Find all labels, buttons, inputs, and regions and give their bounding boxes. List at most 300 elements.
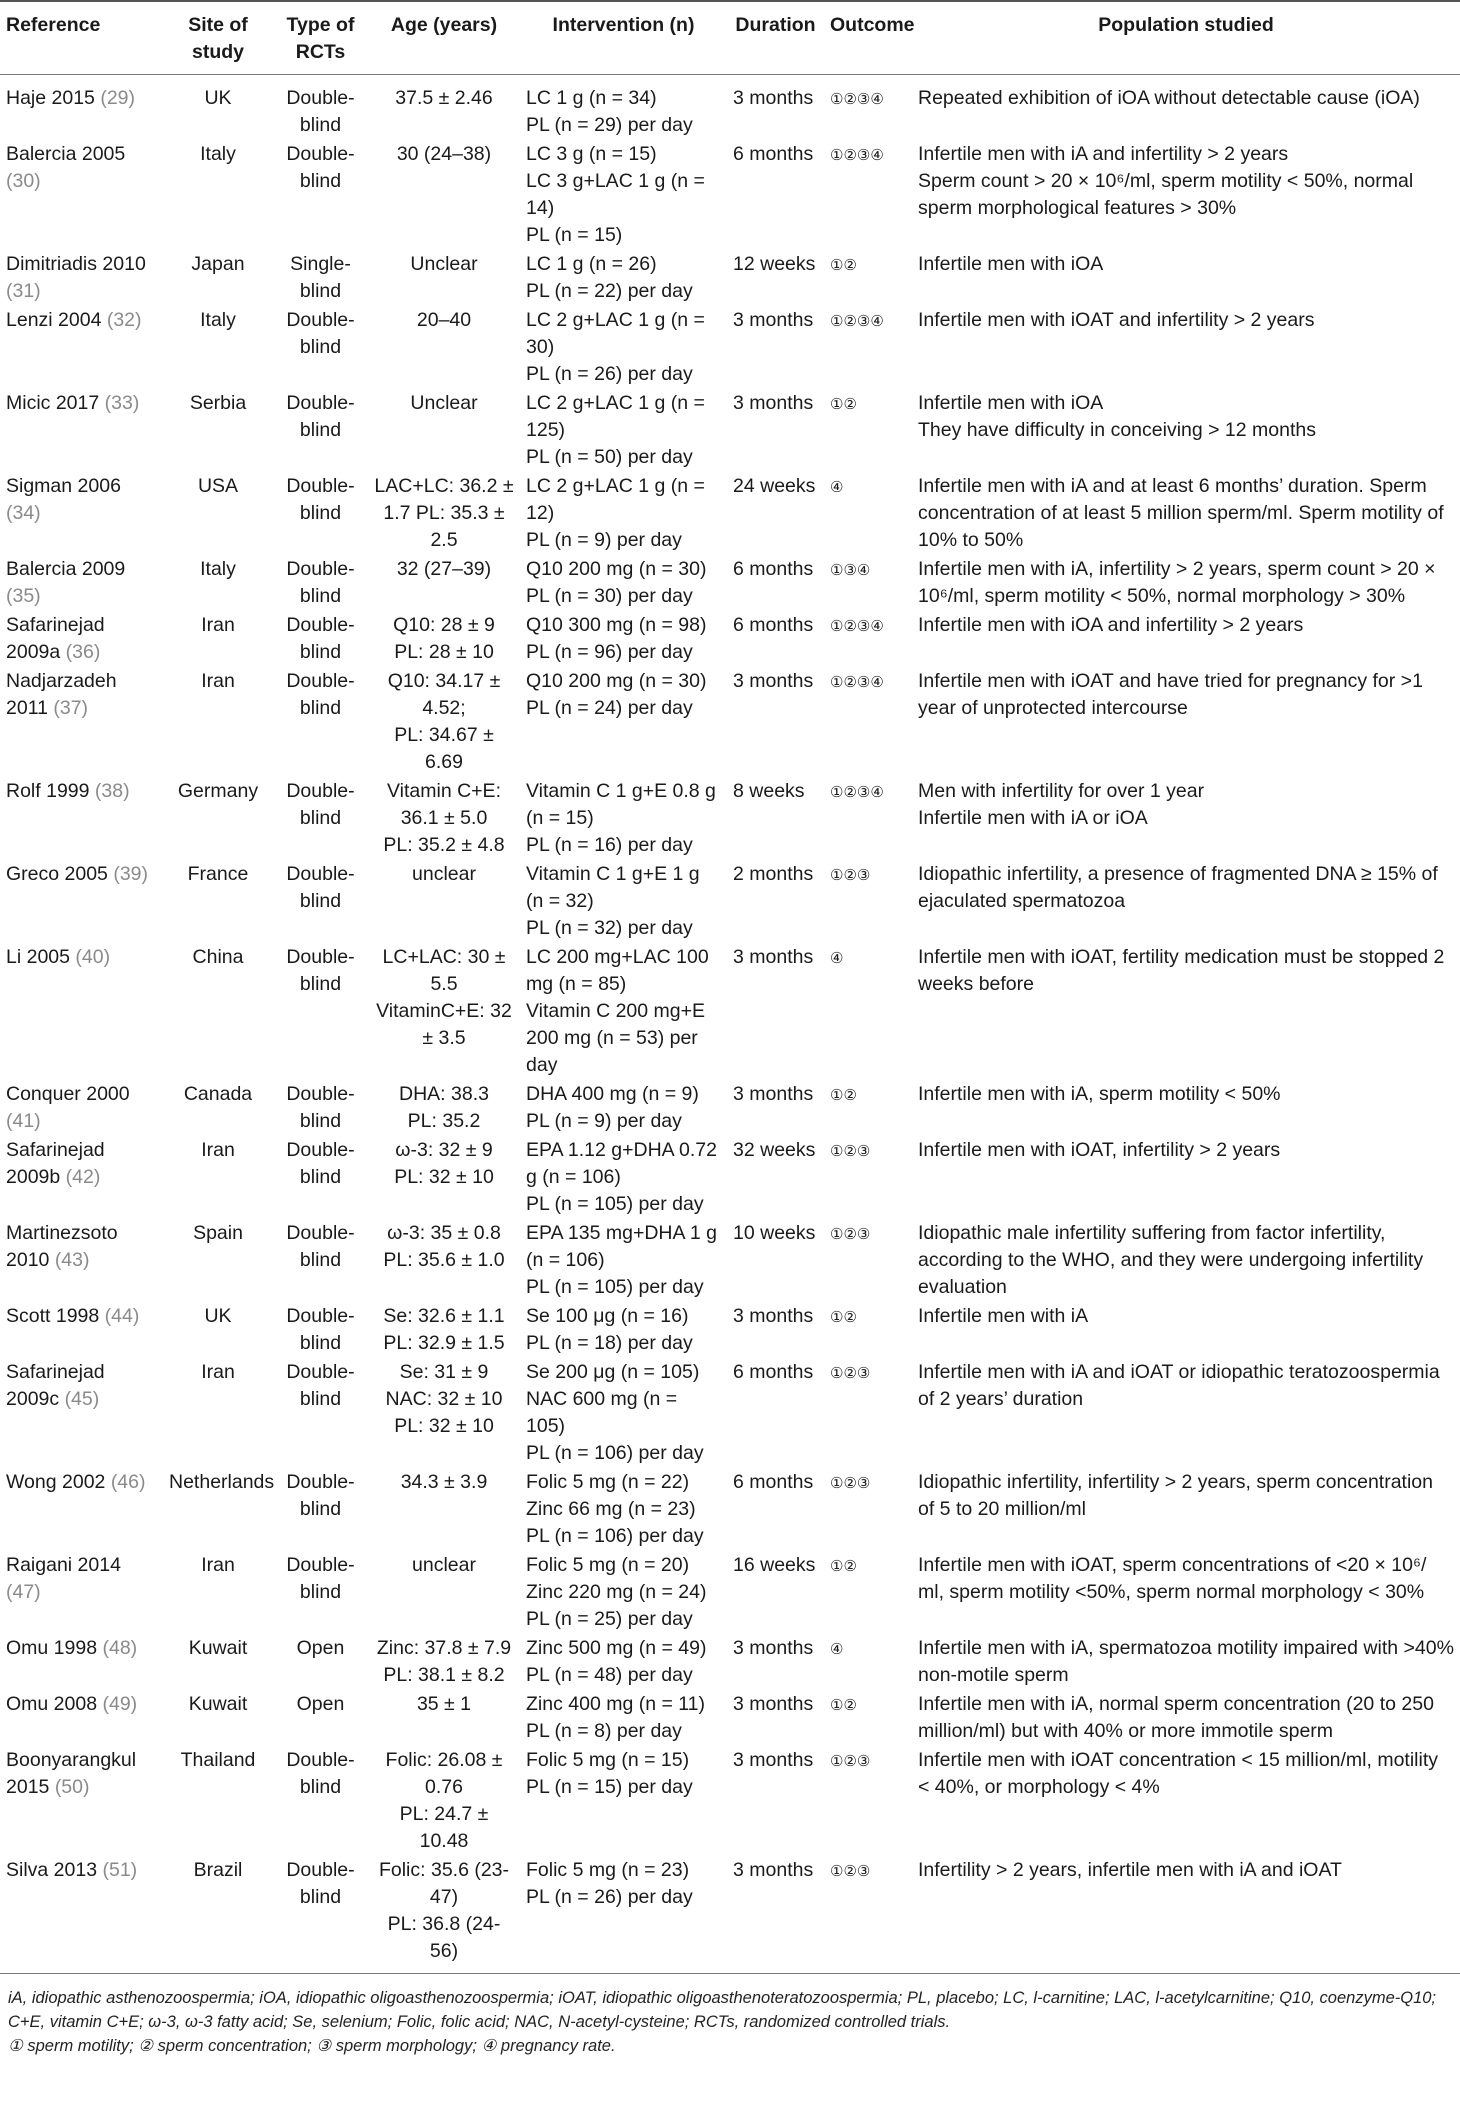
intervention-line: Folic 5 mg (n = 20) [526, 1554, 690, 1576]
intervention-line: LC 1 g (n = 34) [526, 87, 657, 109]
citation-link[interactable]: (51) [102, 1859, 138, 1881]
population-line: Infertile men with iA and at least 6 months’ duration. Sperm concentration of at least 5 million sperm/ml. Sperm motility of 10% to 50% [918, 475, 1444, 551]
cell-duration [727, 1745, 824, 1855]
cell-intervention [520, 666, 727, 776]
cell-site [163, 75, 273, 140]
cell-duration [727, 1357, 824, 1467]
age-line: PL: 36.8 (24-56) [387, 1913, 501, 1962]
site-text: Brazil [193, 1859, 243, 1881]
cell-type [273, 139, 368, 249]
cell-duration [727, 1218, 824, 1301]
cell-intervention [520, 1550, 727, 1633]
age-line: PL: 32 ± 10 [394, 1415, 494, 1437]
citation-link[interactable]: (30) [6, 170, 41, 192]
cell-site [163, 471, 273, 554]
citation-link[interactable]: (29) [100, 87, 136, 109]
cell-outcome [824, 1079, 912, 1135]
cell-age [368, 554, 520, 610]
type-text: Double-blind [286, 1554, 355, 1603]
cell-type [273, 776, 368, 859]
cell-reference [0, 554, 163, 610]
site-text: Serbia [189, 392, 247, 414]
age-line: DHA: 38.3 [399, 1083, 489, 1105]
cell-reference [0, 776, 163, 859]
site-text: UK [204, 1305, 232, 1327]
citation-link[interactable]: (44) [104, 1305, 140, 1327]
population-line: Infertile men with iOA [918, 253, 1104, 275]
outcome-markers: ①②③ [830, 867, 871, 884]
intervention-line: PL (n = 8) per day [526, 1720, 682, 1742]
site-text: China [192, 946, 244, 968]
cell-site [163, 1218, 273, 1301]
age-line: unclear [412, 863, 476, 885]
cell-population [912, 1745, 1460, 1855]
type-text: Double-blind [286, 1222, 355, 1271]
cell-population [912, 75, 1460, 140]
cell-reference [0, 1079, 163, 1135]
age-line: PL: 32.9 ± 1.5 [383, 1332, 505, 1354]
age-line: PL: 35.2 [407, 1110, 481, 1132]
cell-intervention [520, 1135, 727, 1218]
footnote-abbreviations: iA, idiopathic asthenozoospermia; iOA, idiopathic oligoasthenozoospermia; iOAT, idiopathic oligoasthenoteratozoospermia; PL, placebo; LC, l-carnitine; LAC, l-acetylcarnitine; Q10, coenzyme-Q10; C+E, vitamin C+E; ω-3, ω-3 fatty acid; Se, selenium; Folic, folic acid; NAC, N-acetyl-cysteine; RCTs, randomized controlled trials. [8, 1989, 1437, 2031]
type-text: Double-blind [286, 1859, 355, 1908]
type-text: Double-blind [286, 143, 355, 192]
cell-reference [0, 1357, 163, 1467]
cell-age [368, 1467, 520, 1550]
duration-text: 6 months [733, 614, 814, 636]
table-row [0, 1633, 1460, 1689]
intervention-line: NAC 600 mg (n = 105) [526, 1388, 678, 1437]
age-line: NAC: 32 ± 10 [385, 1388, 503, 1410]
cell-reference [0, 1550, 163, 1633]
site-text: Kuwait [188, 1637, 248, 1659]
cell-site [163, 859, 273, 942]
type-text: Double-blind [286, 1361, 355, 1410]
intervention-line: PL (n = 106) per day [526, 1525, 704, 1547]
table-row [0, 1218, 1460, 1301]
col-site: Site of study [163, 1, 273, 75]
cell-reference [0, 1855, 163, 1974]
site-text: Thailand [180, 1749, 256, 1771]
cell-intervention [520, 610, 727, 666]
table-row [0, 305, 1460, 388]
cell-duration [727, 610, 824, 666]
cell-age [368, 776, 520, 859]
cell-outcome [824, 471, 912, 554]
cell-age [368, 1079, 520, 1135]
intervention-line: PL (n = 48) per day [526, 1664, 693, 1686]
population-line: Infertile men with iA, normal sperm concentration (20 to 250 million/ml) but with 40% or more immotile sperm [918, 1693, 1434, 1742]
citation-link[interactable]: (48) [102, 1637, 138, 1659]
citation-link[interactable]: (36) [65, 641, 101, 663]
outcome-markers: ①②③④ [830, 313, 884, 330]
intervention-line: LC 2 g+LAC 1 g (n = 30) [526, 309, 705, 358]
reference-name: Balercia 2009 [6, 558, 126, 580]
site-text: Iran [201, 614, 235, 636]
cell-site [163, 1357, 273, 1467]
cell-site [163, 1855, 273, 1974]
table-row [0, 1135, 1460, 1218]
duration-text: 32 weeks [733, 1139, 816, 1161]
duration-text: 3 months [733, 1083, 814, 1105]
cell-outcome [824, 554, 912, 610]
intervention-line: PL (n = 106) per day [526, 1442, 704, 1464]
cell-reference [0, 1467, 163, 1550]
age-line: Q10: 28 ± 9 [393, 614, 495, 636]
cell-duration [727, 666, 824, 776]
cell-reference [0, 249, 163, 305]
cell-outcome [824, 139, 912, 249]
duration-text: 10 weeks [733, 1222, 816, 1244]
cell-type [273, 1467, 368, 1550]
intervention-line: PL (n = 15) [526, 224, 623, 246]
population-line: Infertile men with iA and iOAT or idiopathic teratozoospermia of 2 years’ duration [918, 1361, 1440, 1410]
cell-population [912, 249, 1460, 305]
cell-outcome [824, 1135, 912, 1218]
site-text: Iran [201, 1554, 235, 1576]
cell-outcome [824, 942, 912, 1079]
cell-reference [0, 471, 163, 554]
cell-age [368, 1218, 520, 1301]
type-text: Double-blind [286, 1749, 355, 1798]
cell-age [368, 1357, 520, 1467]
reference-name: Dimitriadis 2010 [6, 253, 146, 275]
cell-age [368, 471, 520, 554]
table-row [0, 554, 1460, 610]
reference-name: Safarinejad 2009b [6, 1139, 105, 1188]
cell-reference [0, 610, 163, 666]
cell-type [273, 249, 368, 305]
col-intervention: Intervention (n) [520, 1, 727, 75]
citation-link[interactable]: (31) [6, 280, 41, 302]
age-line: ω-3: 32 ± 9 [395, 1139, 493, 1161]
intervention-line: LC 3 g+LAC 1 g (n = 14) [526, 170, 705, 219]
cell-intervention [520, 1079, 727, 1135]
cell-intervention [520, 554, 727, 610]
outcome-markers: ①② [830, 1309, 857, 1326]
population-line: Infertile men with iOAT and infertility > 2 years [918, 309, 1315, 331]
cell-population [912, 776, 1460, 859]
citation-link[interactable]: (45) [64, 1388, 100, 1410]
cell-outcome [824, 776, 912, 859]
cell-type [273, 554, 368, 610]
cell-duration [727, 1633, 824, 1689]
cell-type [273, 610, 368, 666]
cell-population [912, 610, 1460, 666]
cell-duration [727, 1689, 824, 1745]
cell-population [912, 1855, 1460, 1974]
age-line: LAC+LC: 36.2 ± 1.7 PL: 35.3 ± 2.5 [374, 475, 514, 551]
intervention-line: Vitamin C 200 mg+E 200 mg (n = 53) per day [526, 1000, 706, 1076]
cell-outcome [824, 305, 912, 388]
age-line: 32 (27–39) [396, 558, 492, 580]
cell-outcome [824, 859, 912, 942]
cell-reference [0, 75, 163, 140]
citation-link[interactable]: (43) [54, 1249, 90, 1271]
cell-reference [0, 942, 163, 1079]
citation-link[interactable]: (46) [110, 1471, 146, 1493]
table-row [0, 249, 1460, 305]
site-text: Spain [193, 1222, 243, 1244]
intervention-line: Zinc 400 mg (n = 11) [526, 1693, 706, 1715]
citation-link[interactable]: (42) [65, 1166, 101, 1188]
cell-intervention [520, 249, 727, 305]
duration-text: 6 months [733, 1361, 814, 1383]
citation-link[interactable]: (37) [53, 697, 89, 719]
cell-population [912, 859, 1460, 942]
cell-site [163, 942, 273, 1079]
population-line: Infertile men with iOAT concentration < 15 million/ml, motility < 40%, or morphology < 4% [918, 1749, 1439, 1798]
type-text: Open [296, 1637, 345, 1659]
intervention-line: Folic 5 mg (n = 22) [526, 1471, 690, 1493]
footnote-outcomes: ① sperm motility; ② sperm concentration; ③ sperm morphology; ④ pregnancy rate. [8, 2037, 616, 2055]
cell-outcome [824, 388, 912, 471]
population-line: Infertile men with iA or iOA [918, 807, 1148, 829]
duration-text: 3 months [733, 1693, 814, 1715]
intervention-line: Folic 5 mg (n = 23) [526, 1859, 690, 1881]
type-text: Double-blind [286, 475, 355, 524]
citation-link[interactable]: (32) [106, 309, 142, 331]
population-line: Infertile men with iOAT, infertility > 2 years [918, 1139, 1281, 1161]
age-line: 35 ± 1 [416, 1693, 472, 1715]
population-line: Repeated exhibition of iOA without detectable cause (iOA) [918, 87, 1420, 109]
population-line: Infertile men with iA [918, 1305, 1089, 1327]
cell-intervention [520, 305, 727, 388]
age-line: Folic: 35.6 (23-47) [378, 1859, 510, 1908]
cell-age [368, 610, 520, 666]
cell-site [163, 776, 273, 859]
duration-text: 6 months [733, 1471, 814, 1493]
reference-name: Boonyarangkul 2015 [6, 1749, 137, 1798]
citation-link[interactable]: (38) [94, 780, 130, 802]
type-text: Double-blind [286, 1305, 355, 1354]
site-text: Italy [200, 143, 236, 165]
cell-reference [0, 1218, 163, 1301]
outcome-markers: ①②③ [830, 1753, 871, 1770]
cell-type [273, 1855, 368, 1974]
cell-age [368, 249, 520, 305]
outcome-markers: ①②③ [830, 1365, 871, 1382]
cell-duration [727, 1301, 824, 1357]
cell-reference [0, 666, 163, 776]
cell-outcome [824, 1301, 912, 1357]
type-text: Double-blind [286, 1471, 355, 1520]
intervention-line: Q10 200 mg (n = 30) [526, 558, 707, 580]
table-row [0, 471, 1460, 554]
citation-link[interactable]: (39) [113, 863, 149, 885]
type-text: Open [296, 1693, 345, 1715]
age-line: 37.5 ± 2.46 [395, 87, 493, 109]
type-text: Double-blind [286, 863, 355, 912]
cell-duration [727, 139, 824, 249]
reference-name: Greco 2005 [6, 863, 108, 885]
intervention-line: Q10 200 mg (n = 30) [526, 670, 707, 692]
population-line: Idiopathic infertility, infertility > 2 years, sperm concentration of 5 to 20 million/ml [918, 1471, 1433, 1520]
type-text: Double-blind [286, 87, 355, 136]
cell-site [163, 1633, 273, 1689]
citation-link[interactable]: (50) [54, 1776, 90, 1798]
citation-link[interactable]: (49) [102, 1693, 138, 1715]
cell-type [273, 1218, 368, 1301]
cell-age [368, 1301, 520, 1357]
outcome-markers: ①②③④ [830, 784, 884, 801]
cell-intervention [520, 1467, 727, 1550]
cell-age [368, 75, 520, 140]
intervention-line: PL (n = 32) per day [526, 917, 693, 939]
reference-name: Wong 2002 [6, 1471, 106, 1493]
cell-age [368, 1550, 520, 1633]
intervention-line: Zinc 500 mg (n = 49) [526, 1637, 707, 1659]
cell-site [163, 1079, 273, 1135]
reference-name: Lenzi 2004 [6, 309, 102, 331]
reference-name: Sigman 2006 [6, 475, 121, 497]
cell-reference [0, 1745, 163, 1855]
cell-type [273, 1357, 368, 1467]
intervention-line: PL (n = 30) per day [526, 585, 693, 607]
age-line: 30 (24–38) [396, 143, 492, 165]
cell-population [912, 305, 1460, 388]
intervention-line: Zinc 66 mg (n = 23) [526, 1498, 696, 1520]
cell-duration [727, 1550, 824, 1633]
outcome-markers: ④ [830, 479, 844, 496]
reference-name: Silva 2013 [6, 1859, 98, 1881]
duration-text: 16 weeks [733, 1554, 816, 1576]
type-text: Double-blind [286, 392, 355, 441]
cell-type [273, 859, 368, 942]
cell-outcome [824, 1357, 912, 1467]
table-row [0, 139, 1460, 249]
duration-text: 3 months [733, 309, 814, 331]
site-text: USA [197, 475, 239, 497]
type-text: Double-blind [286, 670, 355, 719]
cell-age [368, 1855, 520, 1974]
citation-link[interactable]: (40) [75, 946, 111, 968]
table-row [0, 1467, 1460, 1550]
cell-duration [727, 249, 824, 305]
citation-link[interactable]: (47) [6, 1581, 41, 1603]
cell-intervention [520, 1745, 727, 1855]
cell-type [273, 305, 368, 388]
cell-site [163, 1550, 273, 1633]
outcome-markers: ①②③④ [830, 618, 884, 635]
reference-name: Micic 2017 [6, 392, 100, 414]
cell-site [163, 1745, 273, 1855]
citation-link[interactable]: (34) [6, 502, 41, 524]
age-line: PL: 35.2 ± 4.8 [383, 834, 505, 856]
cell-population [912, 1689, 1460, 1745]
reference-name: Martinezsoto 2010 [6, 1222, 118, 1271]
population-line: Infertile men with iA, sperm motility < 50% [918, 1083, 1281, 1105]
cell-population [912, 1357, 1460, 1467]
outcome-markers: ①②③④ [830, 674, 884, 691]
outcome-markers: ①② [830, 257, 857, 274]
col-duration: Duration [727, 1, 824, 75]
population-line: Infertile men with iA and infertility > 2 years [918, 143, 1289, 165]
cell-site [163, 610, 273, 666]
cell-duration [727, 859, 824, 942]
cell-reference [0, 1633, 163, 1689]
intervention-line: EPA 1.12 g+DHA 0.72 g (n = 106) [526, 1139, 717, 1188]
outcome-markers: ①③④ [830, 562, 871, 579]
population-line: Infertile men with iA, spermatozoa motility impaired with >40% non-motile sperm [918, 1637, 1454, 1686]
population-line: Infertile men with iOAT, fertility medication must be stopped 2 weeks before [918, 946, 1445, 995]
type-text: Double-blind [286, 1139, 355, 1188]
col-population: Population studied [912, 1, 1460, 75]
reference-name: Conquer 2000 [6, 1083, 130, 1105]
population-line: Infertile men with iOAT and have tried for pregnancy for >1 year of unprotected intercourse [918, 670, 1423, 719]
site-text: Canada [183, 1083, 253, 1105]
table-row [0, 1079, 1460, 1135]
citation-link[interactable]: (41) [6, 1110, 41, 1132]
cell-duration [727, 554, 824, 610]
duration-text: 6 months [733, 143, 814, 165]
citation-link[interactable]: (35) [6, 585, 41, 607]
population-line: Infertility > 2 years, infertile men with iA and iOAT [918, 1859, 1342, 1881]
cell-intervention [520, 1689, 727, 1745]
intervention-line: LC 2 g+LAC 1 g (n = 12) [526, 475, 705, 524]
age-line: PL: 32 ± 10 [394, 1166, 494, 1188]
duration-text: 3 months [733, 392, 814, 414]
intervention-line: PL (n = 29) per day [526, 114, 693, 136]
population-line: Idiopathic infertility, a presence of fragmented DNA ≥ 15% of ejaculated spermatozoa [918, 863, 1438, 912]
cell-type [273, 1135, 368, 1218]
cell-duration [727, 942, 824, 1079]
type-text: Double-blind [286, 309, 355, 358]
cell-site [163, 1689, 273, 1745]
intervention-line: PL (n = 26) per day [526, 363, 693, 385]
age-line: Unclear [410, 253, 478, 275]
cell-population [912, 1550, 1460, 1633]
age-line: 34.3 ± 3.9 [400, 1471, 488, 1493]
cell-duration [727, 1467, 824, 1550]
cell-age [368, 1689, 520, 1745]
cell-outcome [824, 75, 912, 140]
cell-type [273, 942, 368, 1079]
reference-name: Scott 1998 [6, 1305, 100, 1327]
site-text: Italy [200, 558, 236, 580]
intervention-line: LC 200 mg+LAC 100 mg (n = 85) [526, 946, 709, 995]
citation-link[interactable]: (33) [104, 392, 140, 414]
table-row [0, 1301, 1460, 1357]
cell-duration [727, 75, 824, 140]
duration-text: 3 months [733, 1749, 814, 1771]
cell-intervention [520, 942, 727, 1079]
cell-age [368, 1745, 520, 1855]
site-text: Kuwait [188, 1693, 248, 1715]
type-text: Double-blind [286, 946, 355, 995]
cell-duration [727, 1855, 824, 1974]
table-footnotes [0, 1974, 1460, 2058]
cell-site [163, 139, 273, 249]
age-line: Unclear [410, 392, 478, 414]
cell-site [163, 554, 273, 610]
cell-age [368, 942, 520, 1079]
cell-reference [0, 1135, 163, 1218]
site-text: Iran [201, 670, 235, 692]
intervention-line: LC 1 g (n = 26) [526, 253, 657, 275]
col-age: Age (years) [368, 1, 520, 75]
age-line: PL: 35.6 ± 1.0 [383, 1249, 505, 1271]
site-text: Netherlands [169, 1471, 275, 1493]
cell-intervention [520, 75, 727, 140]
duration-text: 6 months [733, 558, 814, 580]
cell-intervention [520, 471, 727, 554]
cell-age [368, 859, 520, 942]
cell-type [273, 1689, 368, 1745]
cell-reference [0, 859, 163, 942]
population-line: Men with infertility for over 1 year [918, 780, 1205, 802]
intervention-line: Vitamin C 1 g+E 0.8 g (n = 15) [526, 780, 716, 829]
